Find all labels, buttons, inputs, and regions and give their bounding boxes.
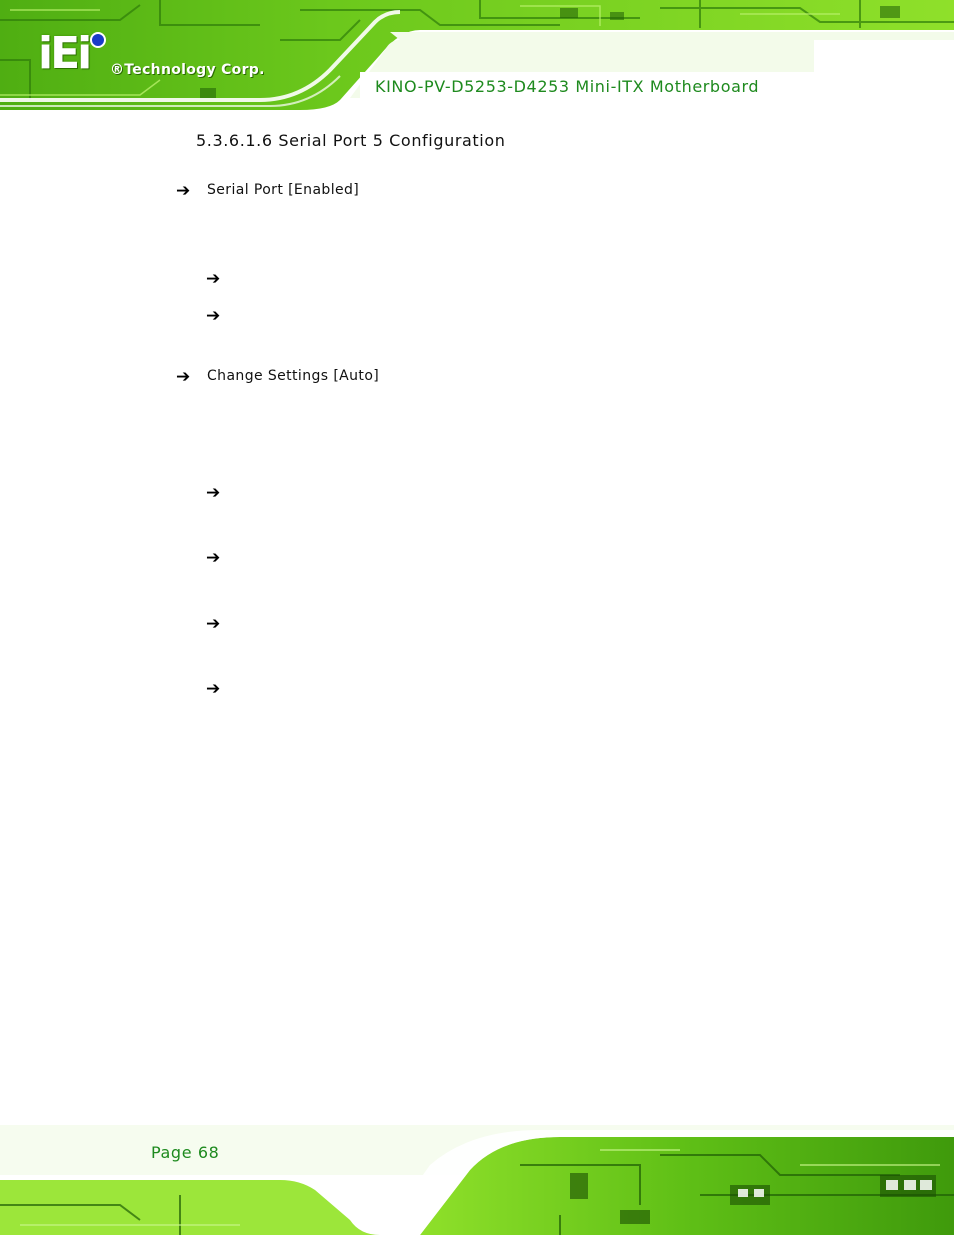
iei-logo [38, 30, 298, 82]
circuit-board-footer-banner [0, 1125, 954, 1235]
logo-text: ®Technology Corp. [110, 62, 265, 78]
arrow-icon: ➔ [176, 181, 191, 201]
page-header [0, 0, 954, 112]
document-title: KINO-PV-D5253-D4253 Mini-ITX Motherboard [375, 77, 760, 96]
option-change-settings: Change Settings [Auto] [207, 368, 380, 384]
option-serial-port: Serial Port [Enabled] [207, 182, 360, 198]
section-heading: 5.3.6.1.6 Serial Port 5 Configuration [196, 131, 506, 150]
page-number: Page 68 [151, 1143, 220, 1162]
arrow-icon: ➔ [206, 306, 221, 326]
logo-dot-icon [90, 32, 106, 48]
arrow-icon: ➔ [206, 679, 221, 699]
arrow-icon: ➔ [206, 269, 221, 289]
arrow-icon: ➔ [206, 483, 221, 503]
logo-letters: iEi [38, 28, 90, 79]
page-footer [0, 1125, 954, 1235]
arrow-icon: ➔ [206, 614, 221, 634]
arrow-icon: ➔ [206, 548, 221, 568]
arrow-icon: ➔ [176, 367, 191, 387]
